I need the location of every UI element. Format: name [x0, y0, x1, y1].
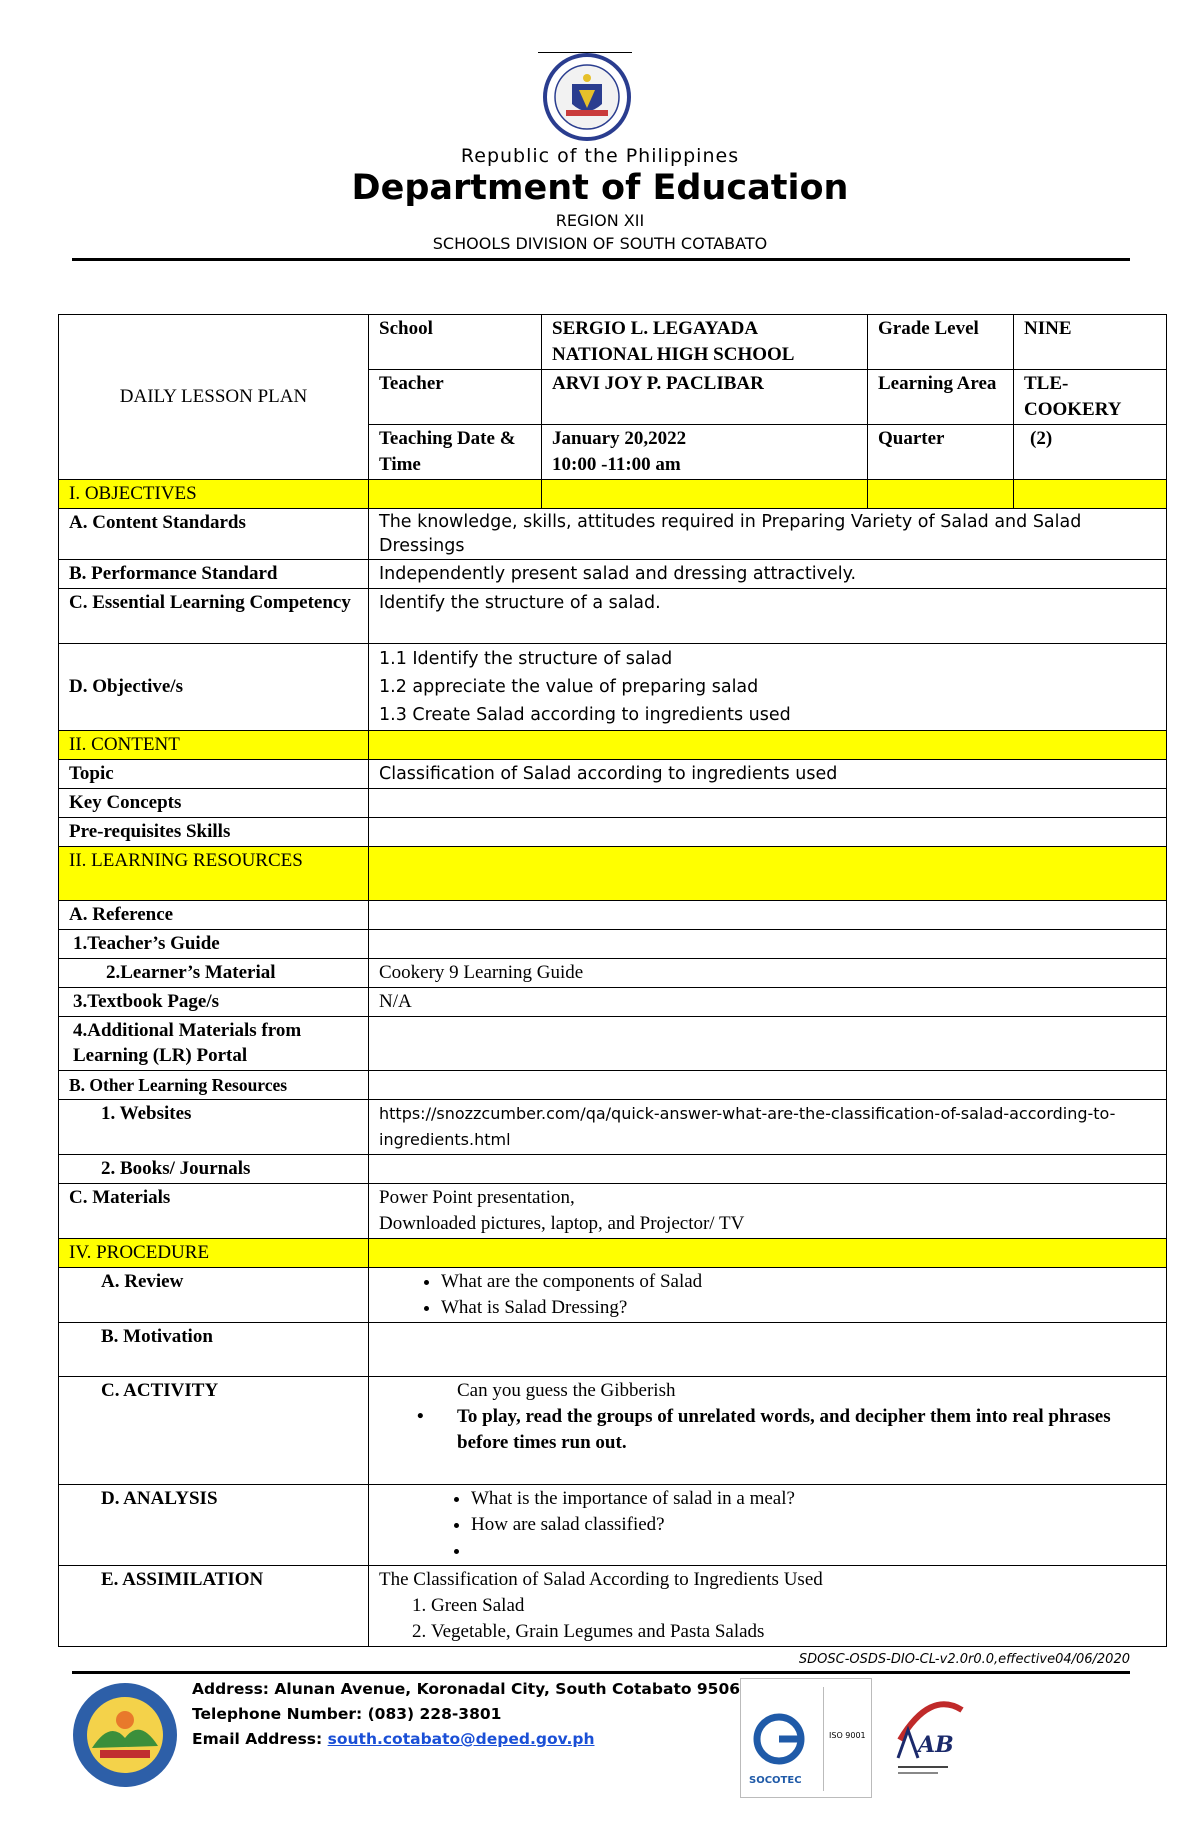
date-value	[542, 425, 868, 480]
lesson-plan-title: DAILY LESSON PLAN	[59, 315, 369, 480]
key-concepts-label: Key Concepts	[59, 789, 369, 818]
prereq-label: Pre-requisites Skills	[59, 818, 369, 847]
school-label: School	[369, 315, 542, 370]
resources-heading-blank	[369, 847, 1167, 901]
competency-label: C. Essential Learning Competency	[59, 589, 369, 644]
republic-label: Republic of the Philippines	[460, 145, 740, 167]
review-item: • What is Salad Dressing?	[441, 1295, 1156, 1321]
additional-materials-label: 4.Additional Materials from Learning (LR) Portal	[59, 1017, 369, 1071]
learners-material-value: Cookery 9 Learning Guide	[369, 959, 1167, 988]
objectives-heading: I. OBJECTIVES	[59, 480, 369, 509]
procedure-heading-blank	[369, 1239, 1167, 1268]
grade-label: Grade Level	[868, 315, 1014, 370]
objectives-blank-2	[542, 480, 868, 509]
competency-value: Identify the structure of a salad.	[369, 589, 1167, 644]
footer-rule	[72, 1671, 1130, 1674]
quarter-value: (2)	[1014, 425, 1167, 480]
resources-heading: II. LEARNING RESOURCES	[59, 847, 369, 901]
textbook-label: 3.Textbook Page/s	[59, 988, 369, 1017]
telephone-text: Telephone Number: (083) 228-3801	[192, 1705, 502, 1723]
performance-standard-label: B. Performance Standard	[59, 560, 369, 589]
motivation-value	[369, 1323, 1167, 1377]
assimilation-content	[369, 1566, 1167, 1647]
objective-item: 1.1 Identify the structure of salad	[379, 649, 673, 669]
reference-value	[369, 901, 1167, 930]
division-label: SCHOOLS DIVISION OF SOUTH COTABATO	[432, 234, 768, 253]
materials-line: Power Point presentation,	[379, 1187, 575, 1208]
activity-content	[369, 1377, 1167, 1485]
objective-item: 1.3 Create Salad according to ingredients used	[379, 705, 791, 725]
procedure-heading: IV. PROCEDURE	[59, 1239, 369, 1268]
content-heading: II. CONTENT	[59, 731, 369, 760]
content-standards-label: A. Content Standards	[59, 509, 369, 560]
area-value: TLE-COOKERY	[1014, 370, 1167, 425]
email-label: Email Address:	[192, 1730, 328, 1748]
ab-accreditation-badge	[890, 1680, 970, 1790]
topic-label: Topic	[59, 760, 369, 789]
address-text: Address: Alunan Avenue, Koronadal City, South Cotabato 9506	[192, 1680, 741, 1698]
objectives-blank-4	[1014, 480, 1167, 509]
content-heading-blank	[369, 731, 1167, 760]
socotec-label: SOCOTEC	[749, 1775, 802, 1786]
materials-label: C. Materials	[59, 1184, 369, 1239]
reference-label: A. Reference	[59, 901, 369, 930]
websites-value	[369, 1100, 1167, 1155]
date-label: Teaching Date & Time	[369, 425, 542, 480]
document-code: SDOSC-OSDS-DIO-CL-v2.0r0.0,effective04/06/2020	[798, 1652, 1130, 1667]
email-line	[192, 1727, 740, 1752]
assimilation-item: 2. Vegetable, Grain Legumes and Pasta Salads	[431, 1619, 1156, 1645]
time-text: 10:00 -11:00 am	[552, 454, 681, 475]
assimilation-label: E. ASSIMILATION	[59, 1566, 369, 1647]
books-value	[369, 1155, 1167, 1184]
materials-line: Downloaded pictures, laptop, and Projector/ TV	[379, 1213, 745, 1234]
area-label: Learning Area	[868, 370, 1014, 425]
activity-instruction-text: To play, read the groups of unrelated words, and decipher them into real phrases before times run out.	[457, 1406, 1111, 1453]
analysis-item	[471, 1538, 1156, 1564]
analysis-label: D. ANALYSIS	[59, 1485, 369, 1566]
analysis-item: • What is the importance of salad in a meal?	[471, 1486, 1156, 1512]
objectives-blank-1	[369, 480, 542, 509]
materials-value	[369, 1184, 1167, 1239]
email-link[interactable]: south.cotabato@deped.gov.ph	[327, 1730, 595, 1748]
textbook-value: N/A	[369, 988, 1167, 1017]
topic-value: Classification of Salad according to ingredients used	[369, 760, 1167, 789]
activity-title: Can you guess the Gibberish	[457, 1380, 676, 1401]
review-item: • What are the components of Salad	[441, 1269, 1156, 1295]
department-title: Department of Education	[351, 168, 849, 208]
additional-materials-value	[369, 1017, 1167, 1071]
objective-label: D. Objective/s	[59, 644, 369, 731]
socotec-certification-badge	[740, 1678, 872, 1798]
deped-seal-icon	[542, 52, 632, 142]
quarter-label: Quarter	[868, 425, 1014, 480]
header-rule	[72, 258, 1130, 261]
contact-block	[192, 1677, 740, 1752]
iso-label: ISO 9001	[829, 1731, 866, 1740]
activity-instruction	[379, 1404, 1156, 1456]
objectives-blank-3	[868, 480, 1014, 509]
bullet-icon: •	[417, 1406, 424, 1427]
prereq-value	[369, 818, 1167, 847]
assimilation-item: 1. Green Salad	[431, 1593, 1156, 1619]
school-value: SERGIO L. LEGAYADA NATIONAL HIGH SCHOOL	[542, 315, 868, 370]
ab-label: AB	[918, 1732, 954, 1758]
assimilation-title: The Classification of Salad According to Ingredients Used	[379, 1569, 823, 1590]
objective-item: 1.2 appreciate the value of preparing salad	[379, 677, 759, 697]
region-label: REGION XII	[555, 211, 645, 230]
websites-label: 1. Websites	[59, 1100, 369, 1155]
learners-material-label: 2.Learner’s Material	[59, 959, 369, 988]
review-label: A. Review	[59, 1268, 369, 1323]
analysis-item: • How are salad classified?	[471, 1512, 1156, 1538]
analysis-list	[369, 1485, 1167, 1566]
other-resources-label: B. Other Learning Resources	[59, 1071, 369, 1100]
activity-label: C. ACTIVITY	[59, 1377, 369, 1485]
lesson-plan-table	[58, 314, 1167, 1647]
motivation-label: B. Motivation	[59, 1323, 369, 1377]
teacher-value: ARVI JOY P. PACLIBAR	[542, 370, 868, 425]
division-seal-icon	[70, 1680, 180, 1790]
objective-list	[369, 644, 1167, 731]
other-resources-value	[369, 1071, 1167, 1100]
date-text: January 20,2022	[552, 428, 687, 449]
performance-standard-value: Independently present salad and dressing attractively.	[369, 560, 1167, 589]
teachers-guide-value	[369, 930, 1167, 959]
content-standards-value: The knowledge, skills, attitudes required in Preparing Variety of Salad and Salad Dressings	[369, 509, 1167, 560]
books-label: 2. Books/ Journals	[59, 1155, 369, 1184]
teacher-label: Teacher	[369, 370, 542, 425]
review-list	[369, 1268, 1167, 1323]
key-concepts-value	[369, 789, 1167, 818]
grade-value: NINE	[1014, 315, 1167, 370]
website-url[interactable]: https://snozzcumber.com/qa/quick-answer-what-are-the-classification-of-salad-according-to-ingredients.html	[379, 1104, 1116, 1149]
teachers-guide-label: 1.Teacher’s Guide	[59, 930, 369, 959]
